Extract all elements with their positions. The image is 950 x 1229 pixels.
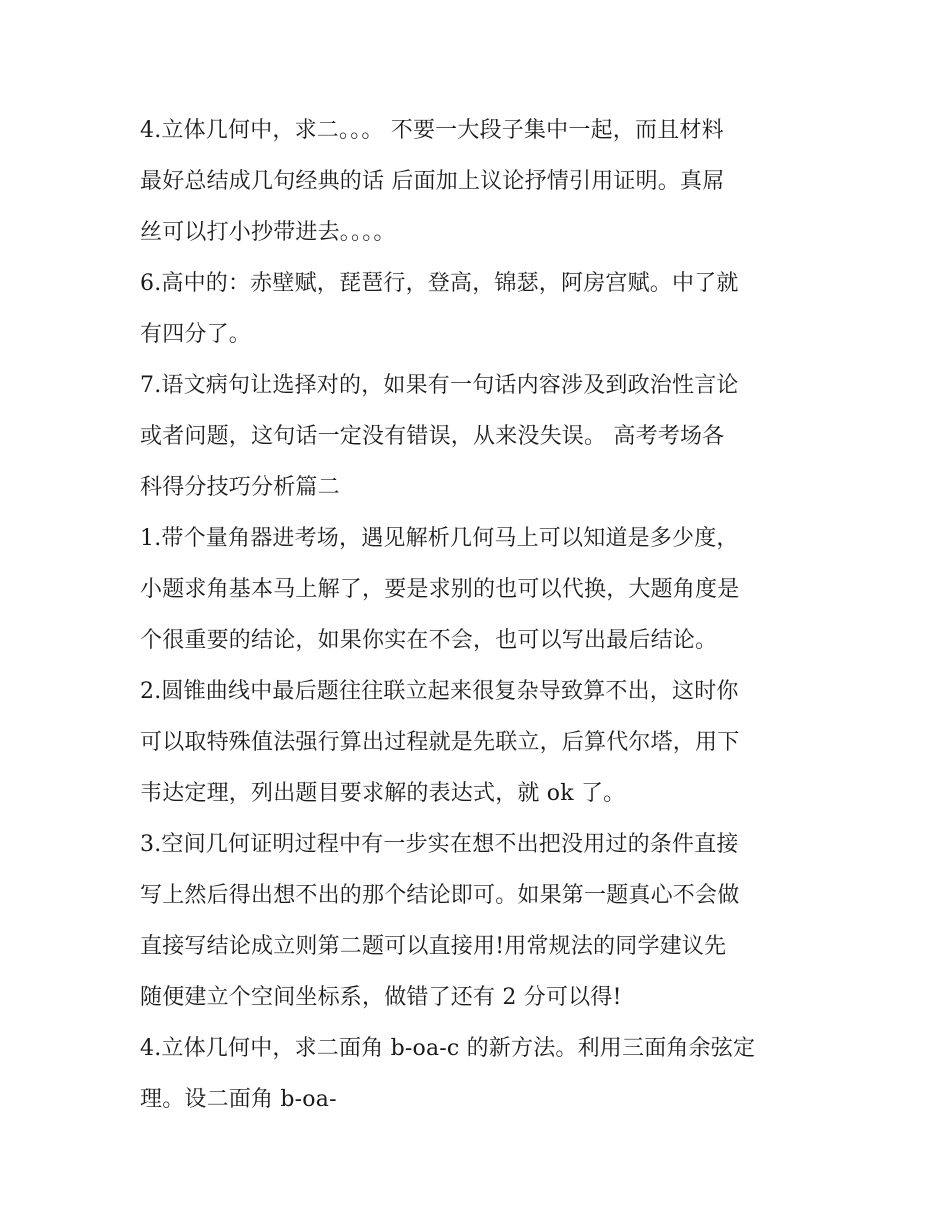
text-line: 4.立体几何中，求二面角 b-oa-c 的新方法。利用三面角余弦定 — [140, 1036, 756, 1061]
text-line: 或者问题，这句话一定没有错误，从来没失误。 高考考场各 — [140, 424, 725, 449]
text-line: 4.立体几何中，求二。。。 不要一大段子集中一起，而且材料 — [140, 118, 724, 143]
text-line: 个很重要的结论，如果你实在不会，也可以写出最后结论。 — [140, 628, 718, 653]
text-line: 科得分技巧分析篇二 — [140, 475, 340, 500]
text-line: 2.圆锥曲线中最后题往往联立起来很复杂导致算不出，这时你 — [140, 679, 739, 704]
text-line: 随便建立个空间坐标系，做错了还有 2 分可以得! — [140, 985, 622, 1010]
text-line: 7.语文病句让选择对的，如果有一句话内容涉及到政治性言论 — [140, 373, 739, 398]
text-line: 有四分了。 — [140, 322, 252, 347]
text-line: 写上然后得出想不出的那个结论即可。如果第一题真心不会做 — [140, 883, 740, 908]
text-line: 直接写结论成立则第二题可以直接用!用常规法的同学建议先 — [140, 934, 727, 959]
text-line: 1.带个量角器进考场，遇见解析几何马上可以知道是多少度， — [140, 526, 739, 551]
text-line: 3.空间几何证明过程中有一步实在想不出把没用过的条件直接 — [140, 832, 739, 857]
text-line: 6.高中的：赤壁赋，琵琶行，登高，锦瑟，阿房宫赋。中了就 — [140, 271, 739, 296]
text-line: 最好总结成几句经典的话 后面加上议论抒情引用证明。真屌 — [140, 169, 725, 194]
text-line: 可以取特殊值法强行算出过程就是先联立，后算代尔塔，用下 — [140, 730, 740, 755]
text-line: 小题求角基本马上解了，要是求别的也可以代换，大题角度是 — [140, 577, 740, 602]
text-line: 理。设二面角 b-oa- — [140, 1087, 337, 1112]
body-text — [140, 105, 820, 1125]
text-line: 韦达定理，列出题目要求解的表达式，就 ok 了。 — [140, 781, 626, 806]
text-line: 丝可以打小抄带进去。。。。 — [140, 220, 396, 245]
